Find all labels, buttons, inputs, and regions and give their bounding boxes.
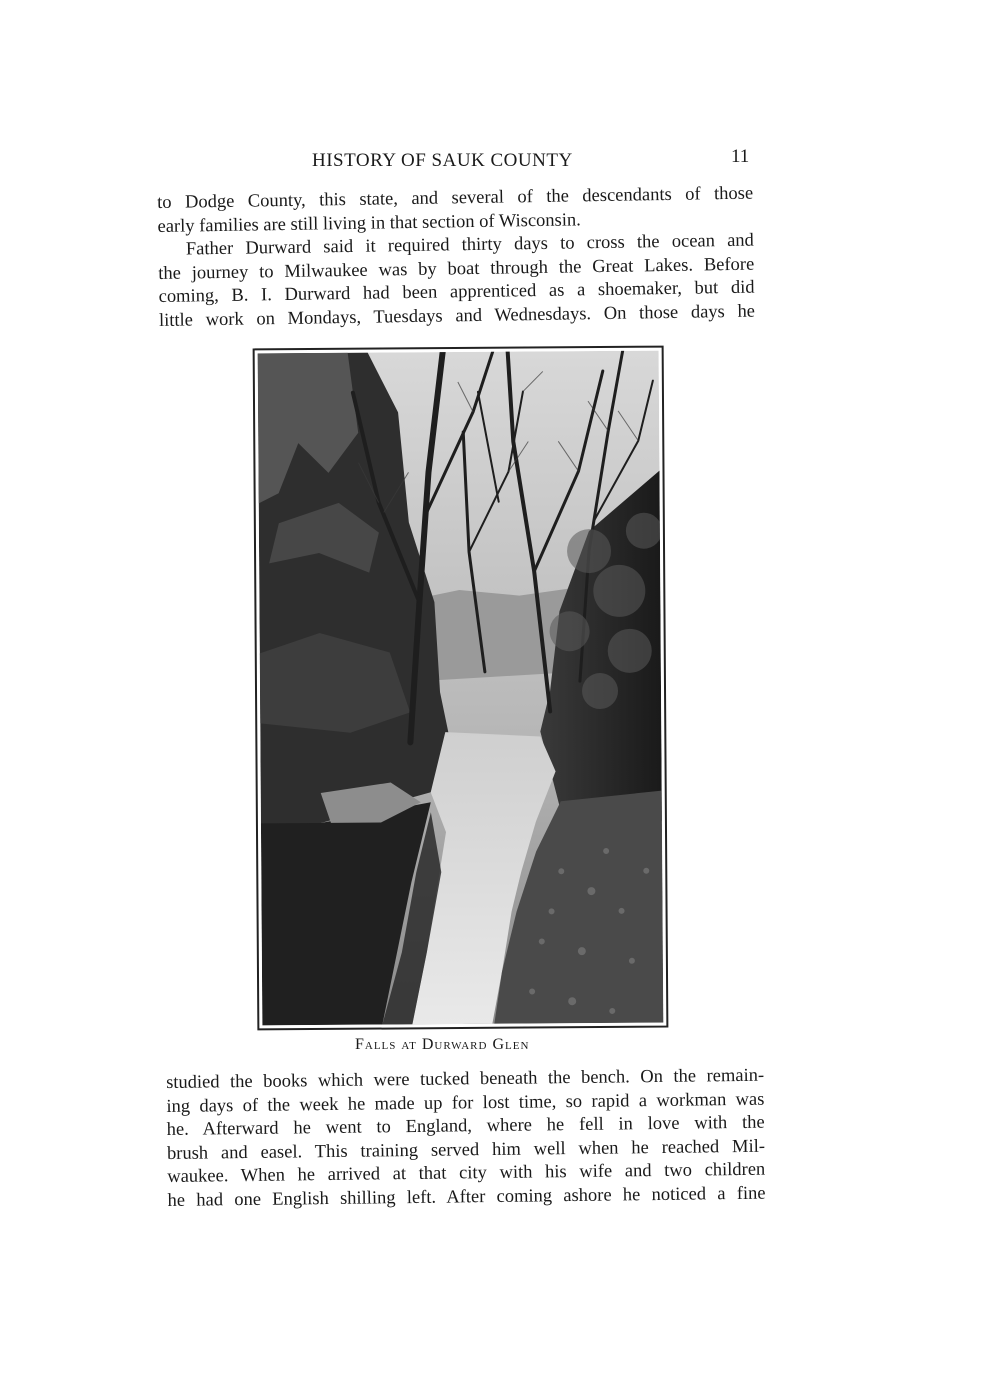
text-line: coming, B. I. Durward had been apprenticed as a shoemaker, but did — [158, 277, 755, 307]
text-line: to Dodge County, this state, and several of the descendants of those — [157, 183, 754, 213]
falls-photograph — [258, 351, 664, 1026]
text-line: waukee. When he arrived at that city with his wife and two children — [167, 1159, 766, 1187]
text-line: early families are still living in that section of Wisconsin. — [157, 209, 581, 237]
photo-frame — [253, 346, 669, 1031]
text-line: ing days of the week he made up for lost time, so rapid a workman was — [166, 1089, 765, 1117]
text-line: brush and easel. This training served him well when he reached Mil- — [166, 1136, 766, 1164]
text-line: studied the books which were tucked beneath the bench. On the remain- — [166, 1065, 765, 1093]
paragraph-bottom — [166, 1065, 766, 1213]
figure-caption: Falls at Durward Glen — [355, 1036, 530, 1053]
text-line: the journey to Milwaukee was by boat through the Great Lakes. Before — [158, 254, 755, 284]
text-line: Father Durward said it required thirty days to cross the ocean and — [185, 230, 754, 260]
page-number: 11 — [731, 146, 750, 167]
paragraph-top — [157, 183, 755, 333]
text-line: little work on Mondays, Tuesdays and Wednesdays. On those days he — [158, 301, 756, 331]
running-head: HISTORY OF SAUK COUNTY — [312, 150, 573, 171]
text-line: he. Afterward he went to England, where he fell in love with the — [166, 1112, 765, 1140]
text-line: he had one English shilling left. After coming ashore he noticed a fine — [167, 1183, 766, 1211]
